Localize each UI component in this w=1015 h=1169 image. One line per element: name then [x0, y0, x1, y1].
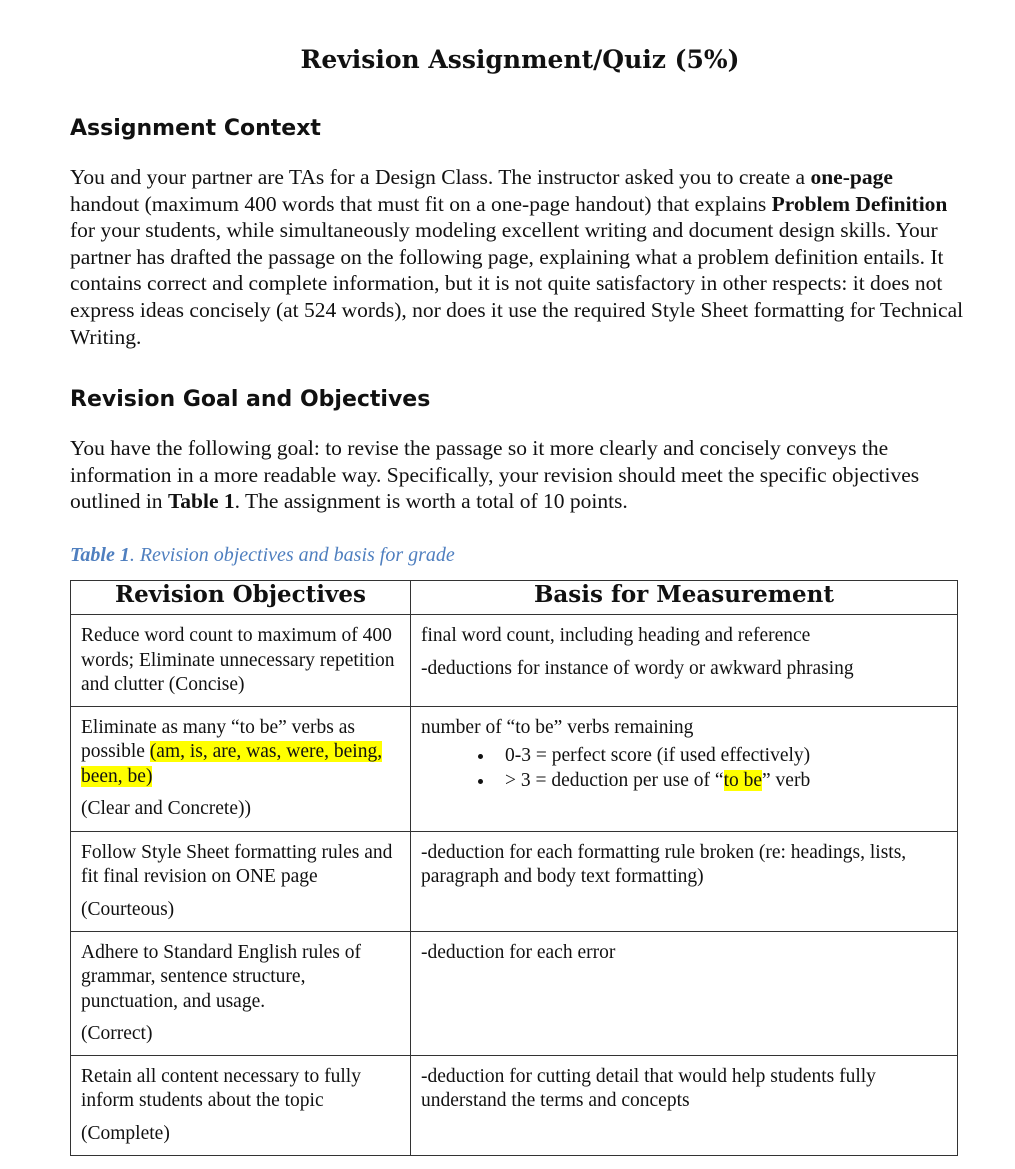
list-item [495, 769, 947, 794]
basis-bullet-list [421, 744, 947, 793]
table-caption-text: . Revision objectives and basis for grade [129, 544, 455, 566]
table-row [71, 1055, 958, 1155]
header-revision-objectives: Revision Objectives [71, 581, 411, 615]
basis-text: -deductions for instance of wordy or awkward phrasing [421, 657, 854, 679]
highlighted-to-be: to be [723, 769, 763, 791]
bullet-text: > 3 = deduction per use of “ [505, 769, 724, 791]
objective-text: Adhere to Standard English rules of grammar, sentence structure, punctuation, and usage. [81, 941, 361, 1012]
basis-text: -deduction for each formatting rule broken (re: headings, lists, paragraph and body text formatting) [421, 841, 907, 887]
basis-cell [411, 1055, 958, 1155]
basis-cell [411, 706, 958, 831]
bullet-text: 0-3 = perfect score (if used effectively) [505, 745, 811, 766]
objective-category: (Courteous) [81, 898, 175, 920]
revision-goal-heading: Revision Goal and Objectives [70, 387, 431, 412]
goal-text-1: You have the following goal: to revise the passage so it more clearly and concisely conveys the information in a more readable way. Specifically, your revision should meet the specific objectives outlined in [70, 436, 920, 514]
objective-text: Retain all content necessary to fully inform students about the topic [81, 1065, 361, 1111]
header-basis-for-measurement: Basis for Measurement [411, 581, 958, 615]
table-row [71, 831, 958, 931]
highlighted-verbs: (am, is, are, was, were, being, been, be) [81, 741, 383, 787]
objective-text: Reduce word count to maximum of 400 words; Eliminate unnecessary repetition and clutter (Concise) [81, 625, 395, 695]
basis-text: -deduction for cutting detail that would help students fully understand the terms and concepts [421, 1065, 876, 1111]
context-bold-problem-definition: Problem Definition [771, 191, 948, 216]
assignment-context-heading: Assignment Context [70, 116, 321, 141]
goal-text-2: . The assignment is worth a total of 10 points. [234, 489, 628, 514]
context-text-1: You and your partner are TAs for a Design Class. The instructor asked you to create a [70, 165, 811, 189]
objective-category: (Complete) [81, 1122, 170, 1144]
table-caption [70, 544, 455, 567]
basis-text: final word count, including heading and reference [421, 625, 811, 646]
objective-cell [71, 706, 411, 831]
objective-cell [71, 615, 411, 707]
objective-text: Eliminate as many “to be” verbs as possible [81, 716, 355, 762]
objective-cell [71, 931, 411, 1055]
revision-goal-paragraph [70, 435, 965, 515]
context-text-2: handout (maximum 400 words that must fit on a one-page handout) that explains [70, 191, 772, 216]
table-row [71, 931, 958, 1055]
context-text-3: for your students, while simultaneously modeling excellent writing and document design skills. Your partner has drafted the passage on the following page, explaining what a problem definition entails. It contains correct and complete information, but it is not quite satisfactory in other respects: it does not express ideas concisely (at 524 words), nor does it use the required Style Sheet formatting for Technical Writing. [70, 218, 964, 349]
bullet-text: ” verb [762, 769, 811, 791]
table-caption-label: Table 1 [70, 544, 130, 566]
revision-objectives-table [70, 580, 958, 1156]
basis-cell [411, 931, 958, 1055]
objective-cell [71, 831, 411, 931]
basis-cell [411, 831, 958, 931]
table-row [71, 615, 958, 707]
goal-bold-table-ref: Table 1 [167, 489, 235, 514]
context-bold-one-page: one-page [810, 165, 893, 189]
document-title: Revision Assignment/Quiz (5%) [300, 45, 740, 74]
objective-text: Follow Style Sheet formatting rules and fit final revision on ONE page [81, 841, 393, 887]
list-item [495, 744, 947, 769]
objective-category: (Correct) [81, 1023, 153, 1044]
assignment-context-paragraph [70, 164, 965, 350]
objective-category: (Clear and Concrete)) [81, 798, 251, 819]
table-row [71, 706, 958, 831]
basis-cell [411, 615, 958, 707]
table-header-row [71, 581, 958, 615]
basis-text: number of “to be” verbs remaining [421, 716, 694, 738]
objective-cell [71, 1055, 411, 1155]
basis-text: -deduction for each error [421, 941, 616, 963]
